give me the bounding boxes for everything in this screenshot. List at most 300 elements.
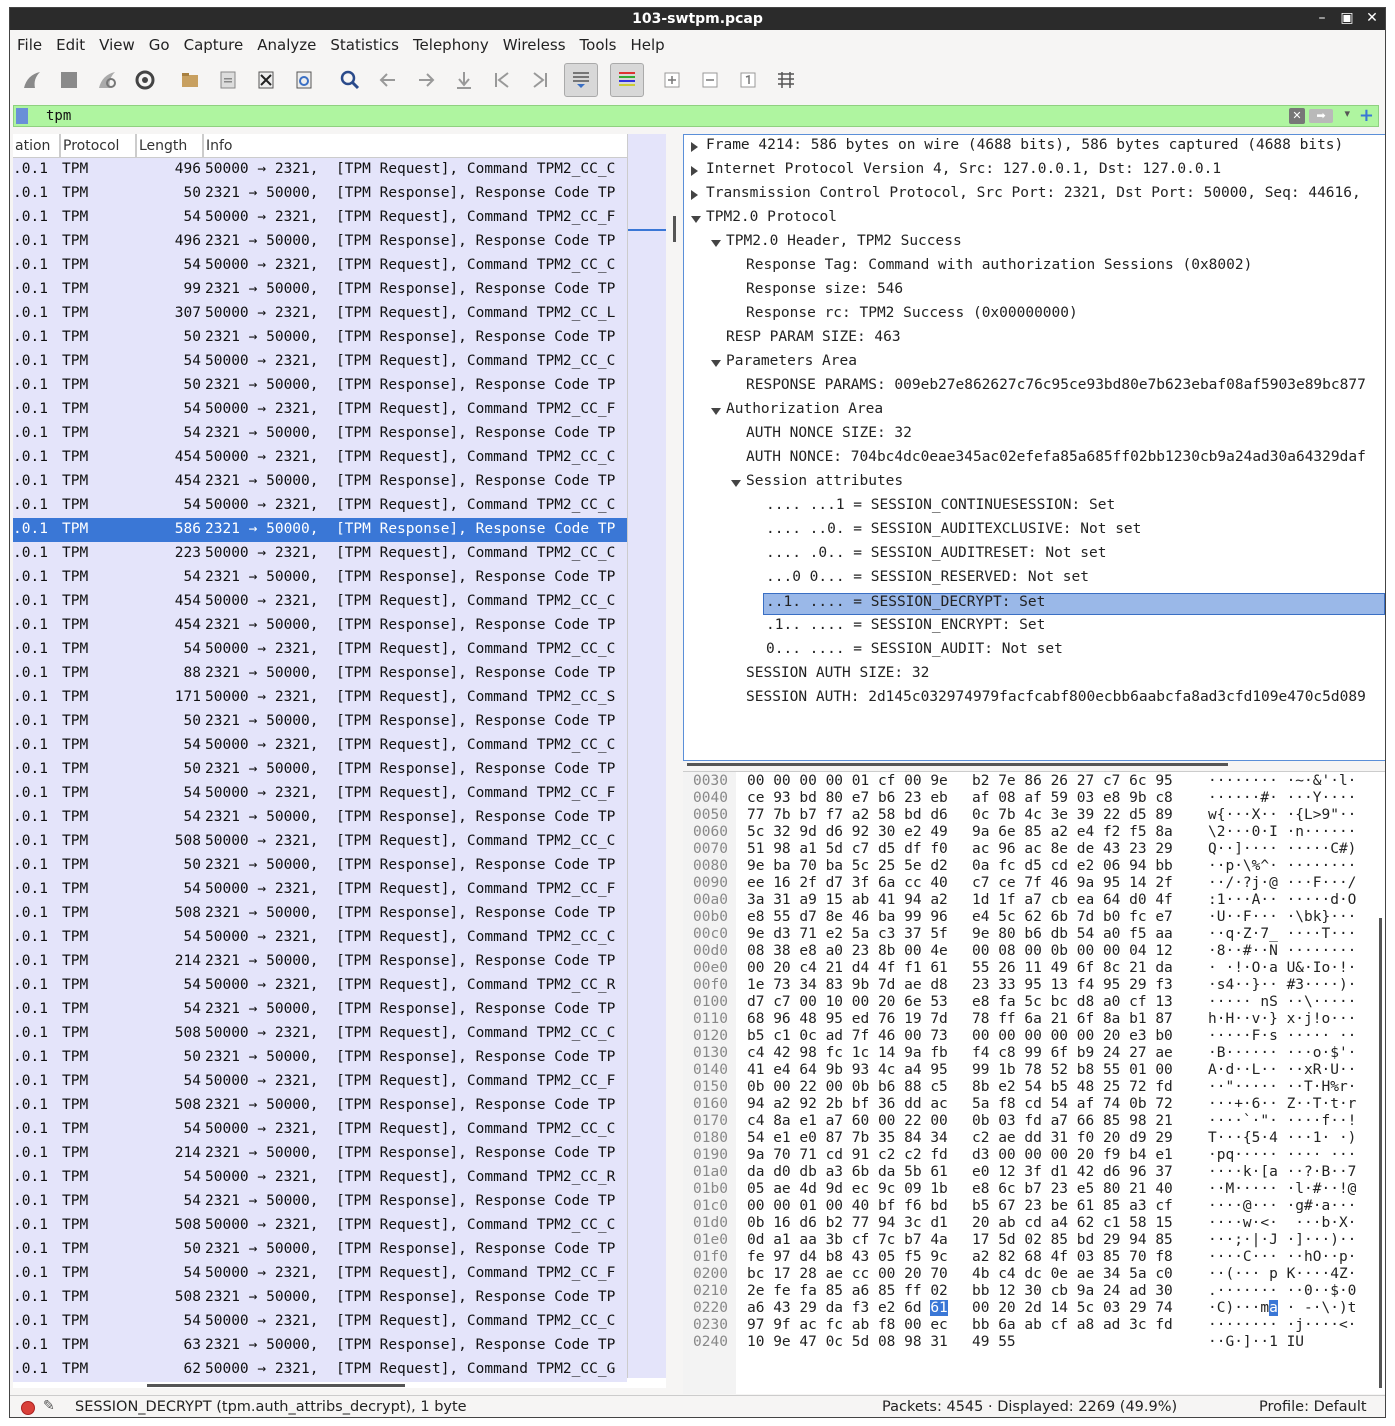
- packet-row[interactable]: [13, 254, 627, 278]
- packet-length: 54: [183, 1169, 201, 1185]
- go-back-icon[interactable]: [374, 66, 402, 94]
- collapse-triangle-icon[interactable]: [711, 360, 721, 367]
- hex-bytes-low: bc 17 28 ae cc 00 20 70: [747, 1266, 948, 1282]
- hex-offset: 0210: [693, 1283, 728, 1299]
- menu-analyze[interactable]: Analyze: [257, 36, 317, 54]
- packet-row[interactable]: [13, 1070, 627, 1094]
- detail-item[interactable]: RESPONSE PARAMS: 009eb27e862627c76c95ce93bd80e7b623ebaf08af5903e89bc877: [746, 377, 1366, 393]
- hex-ascii: ··G·]··1 IU: [1208, 1334, 1305, 1350]
- packet-row[interactable]: [13, 1022, 627, 1046]
- last-packet-icon[interactable]: [526, 66, 554, 94]
- packet-row[interactable]: [13, 422, 627, 446]
- packet-length: 54: [183, 641, 201, 657]
- packet-protocol: TPM: [62, 1289, 89, 1305]
- hex-bytes-high: a2 82 68 4f 03 85 70 f8: [972, 1249, 1173, 1265]
- detail-item[interactable]: Response rc: TPM2 Success (0x00000000): [746, 305, 1078, 321]
- hex-bytes-high: 49 55: [972, 1334, 1016, 1350]
- hex-bytes-high: 99 1b 78 52 b8 55 01 00: [972, 1062, 1173, 1078]
- packet-protocol: TPM: [62, 1217, 89, 1233]
- packet-info: 2321 → 50000, [TPM Response], Response Code TP: [205, 281, 616, 297]
- packet-length: 214: [174, 953, 201, 969]
- packet-row[interactable]: [13, 830, 627, 854]
- packet-info: 2321 → 50000, [TPM Response], Response Code TP: [205, 377, 616, 393]
- packet-row[interactable]: [13, 1214, 627, 1238]
- hex-ascii: .······· ··0··$·0: [1208, 1283, 1357, 1299]
- hex-ascii: ·B······ ···o·$'·: [1208, 1045, 1357, 1061]
- packet-protocol: TPM: [62, 1097, 89, 1113]
- packet-row[interactable]: [13, 1046, 627, 1070]
- hex-bytes-low: da d0 db a3 6b da 5b 61: [747, 1164, 948, 1180]
- menu-view[interactable]: View: [99, 36, 135, 54]
- hex-offset: 0040: [693, 790, 728, 806]
- packet-destination: .0.1: [13, 161, 48, 177]
- hex-offset: 00d0: [693, 943, 728, 959]
- detail-item[interactable]: Authorization Area: [726, 401, 884, 417]
- collapse-triangle-icon[interactable]: [731, 480, 741, 487]
- go-forward-icon[interactable]: [412, 66, 440, 94]
- packet-row[interactable]: [13, 1166, 627, 1190]
- packet-destination: .0.1: [13, 449, 48, 465]
- restart-capture-icon[interactable]: [93, 66, 121, 94]
- hex-bytes-high: 9e 80 b6 db 54 a0 f5 aa: [972, 926, 1173, 942]
- packet-protocol: TPM: [62, 665, 89, 681]
- packet-info: 50000 → 2321, [TPM Request], Command TPM2_CC_C: [205, 593, 616, 609]
- packet-info: 50000 → 2321, [TPM Request], Command TPM2_CC_C: [205, 737, 616, 753]
- detail-item[interactable]: AUTH NONCE: 704bc4dc0eae345ac02efefa85a685ff02bb1230cb9a24ad30a64329daf: [746, 449, 1366, 465]
- add-filter-button-icon[interactable]: +: [1358, 105, 1374, 126]
- packet-protocol: TPM: [62, 905, 89, 921]
- first-packet-icon[interactable]: [488, 66, 516, 94]
- packet-row[interactable]: [13, 758, 627, 782]
- packet-rows: [13, 158, 627, 1382]
- hex-offset: 0180: [693, 1130, 728, 1146]
- packet-info: 2321 → 50000, [TPM Response], Response Code TP: [205, 425, 616, 441]
- packet-row[interactable]: [13, 878, 627, 902]
- hex-bytes-low: 9e d3 71 e2 5a c3 37 5f: [747, 926, 948, 942]
- packet-protocol: TPM: [62, 161, 89, 177]
- hex-bytes-high: c7 ce 7f 46 9a 95 14 2f: [972, 875, 1173, 891]
- packet-length: 54: [183, 497, 201, 513]
- detail-item[interactable]: TPM2.0 Header, TPM2 Success: [726, 233, 962, 249]
- packet-destination: .0.1: [13, 1241, 48, 1257]
- packet-length: 54: [183, 1265, 201, 1281]
- expand-triangle-icon[interactable]: [691, 190, 698, 200]
- packet-row[interactable]: [13, 518, 627, 542]
- filter-history-chevron-down-icon[interactable]: ▾: [1344, 107, 1350, 120]
- packet-destination: .0.1: [13, 281, 48, 297]
- collapse-triangle-icon[interactable]: [691, 216, 701, 223]
- display-filter-input[interactable]: tpm: [46, 108, 72, 124]
- packet-row[interactable]: [13, 902, 627, 926]
- packet-protocol: TPM: [62, 1049, 89, 1065]
- packet-row[interactable]: [13, 350, 627, 374]
- status-message: SESSION_DECRYPT (tpm.auth_attribs_decrypt), 1 byte: [75, 1399, 467, 1415]
- packet-destination: .0.1: [13, 1193, 48, 1209]
- hex-bytes-low: 9e ba 70 ba 5c 25 5e d2: [747, 858, 948, 874]
- minimize-button[interactable]: –: [1318, 10, 1326, 26]
- packet-length: 50: [183, 329, 201, 345]
- packet-destination: .0.1: [13, 305, 48, 321]
- hex-bytes-low: c4 42 98 fc 1c 14 9a fb: [747, 1045, 948, 1061]
- packet-row[interactable]: [13, 638, 627, 662]
- hex-bytes-low: e8 55 d7 8e 46 ba 99 96: [747, 909, 948, 925]
- packet-length: 307: [174, 305, 201, 321]
- hex-ascii: ··q·Z·7_ ····T···: [1208, 926, 1357, 942]
- packet-destination: .0.1: [13, 401, 48, 417]
- packet-row[interactable]: [13, 542, 627, 566]
- packet-row[interactable]: [13, 782, 627, 806]
- detail-item[interactable]: Internet Protocol Version 4, Src: 127.0.0.1, Dst: 127.0.0.1: [706, 161, 1222, 177]
- bytes-scrollbar[interactable]: [1379, 918, 1382, 1388]
- menu-capture[interactable]: Capture: [183, 36, 244, 54]
- menu-edit[interactable]: Edit: [56, 36, 86, 54]
- packet-row[interactable]: [13, 1118, 627, 1142]
- packet-destination: .0.1: [13, 833, 48, 849]
- hex-ascii: ··M····· ·l·#··!@: [1208, 1181, 1357, 1197]
- packet-length: 50: [183, 761, 201, 777]
- hex-bytes-low: 0b 00 22 00 0b b6 88 c5: [747, 1079, 948, 1095]
- reload-file-icon[interactable]: [290, 66, 318, 94]
- packet-destination: .0.1: [13, 257, 48, 273]
- packet-length: 50: [183, 185, 201, 201]
- menu-tools[interactable]: Tools: [579, 36, 617, 54]
- packet-protocol: TPM: [62, 233, 89, 249]
- hex-bytes-high: af 08 af 59 03 e8 9b c8: [972, 790, 1173, 806]
- packet-destination: .0.1: [13, 1121, 48, 1137]
- packet-list-hscrollbar[interactable]: [147, 1384, 405, 1387]
- details-hscrollbar[interactable]: [687, 763, 1228, 766]
- packet-info: 2321 → 50000, [TPM Response], Response Code TP: [205, 1241, 616, 1257]
- packet-row[interactable]: [13, 806, 627, 830]
- packet-row[interactable]: [13, 1358, 627, 1382]
- hex-bytes-low: ce 93 bd 80 e7 b6 23 eb: [747, 790, 948, 806]
- packet-info: 2321 → 50000, [TPM Response], Response Code TP: [205, 953, 616, 969]
- packet-row[interactable]: [13, 326, 627, 350]
- detail-item[interactable]: .... .0.. = SESSION_AUDITRESET: Not set: [766, 545, 1107, 561]
- packet-details-tree[interactable]: [683, 134, 1386, 761]
- hex-bytes-high: bb 6a ab cf a8 ad 3c fd: [972, 1317, 1173, 1333]
- packet-row[interactable]: [13, 1310, 627, 1334]
- packet-row[interactable]: [13, 374, 627, 398]
- packet-protocol: TPM: [62, 209, 89, 225]
- packet-length: 54: [183, 1313, 201, 1329]
- packet-bytes-pane[interactable]: [683, 771, 1386, 1394]
- packet-info: 50000 → 2321, [TPM Request], Command TPM2_CC_S: [205, 689, 616, 705]
- packet-info: 50000 → 2321, [TPM Request], Command TPM2_CC_C: [205, 497, 616, 513]
- packet-protocol: TPM: [62, 257, 89, 273]
- menu-statistics[interactable]: Statistics: [330, 36, 399, 54]
- menu-file[interactable]: File: [17, 36, 43, 54]
- packet-row[interactable]: [13, 566, 627, 590]
- hex-bytes-high: e0 12 3f d1 42 d6 96 37: [972, 1164, 1173, 1180]
- packet-destination: .0.1: [13, 545, 48, 561]
- packet-protocol: TPM: [62, 977, 89, 993]
- menu-go[interactable]: Go: [148, 36, 170, 54]
- hex-bytes-low: 77 7b b7 f7 a2 58 bd d6: [747, 807, 948, 823]
- packet-length: 54: [183, 977, 201, 993]
- hex-bytes-low: 3a 31 a9 15 ab 41 94 a2: [747, 892, 948, 908]
- shark-fin-start-icon[interactable]: [18, 66, 46, 94]
- packet-length: 508: [174, 833, 201, 849]
- hex-bytes-high: 00 08 00 0b 00 00 04 12: [972, 943, 1173, 959]
- detail-item[interactable]: 0... .... = SESSION_AUDIT: Not set: [766, 641, 1063, 657]
- collapse-triangle-icon[interactable]: [711, 408, 721, 415]
- hex-offset: 00f0: [693, 977, 728, 993]
- hex-bytes-high: e8 6c b7 23 e5 80 21 40: [972, 1181, 1173, 1197]
- menu-bar: [10, 32, 1385, 58]
- packet-protocol: TPM: [62, 809, 89, 825]
- hex-ascii: ···+·6·· Z··T·t·r: [1208, 1096, 1357, 1112]
- packet-row[interactable]: [13, 302, 627, 326]
- detail-item[interactable]: Session attributes: [746, 473, 904, 489]
- packet-row[interactable]: [13, 950, 627, 974]
- packet-destination: .0.1: [13, 953, 48, 969]
- packet-counts: Packets: 4545 · Displayed: 2269 (49.9%): [882, 1399, 1178, 1415]
- hex-ascii: \2···0·I ·n······: [1208, 824, 1357, 840]
- save-file-icon[interactable]: [214, 66, 242, 94]
- packet-protocol: TPM: [62, 1073, 89, 1089]
- packet-row[interactable]: [13, 998, 627, 1022]
- hex-bytes-low: 5c 32 9d d6 92 30 e2 49: [747, 824, 948, 840]
- hex-offset: 00c0: [693, 926, 728, 942]
- close-window-button[interactable]: ✕: [1366, 10, 1378, 26]
- packet-row[interactable]: [13, 1262, 627, 1286]
- packet-row[interactable]: [13, 1286, 627, 1310]
- column-header-info[interactable]: Info: [206, 138, 233, 154]
- detail-item[interactable]: ...0 0... = SESSION_RESERVED: Not set: [766, 569, 1090, 585]
- packet-info: 2321 → 50000, [TPM Response], Response Code TP: [205, 521, 616, 537]
- menu-help[interactable]: Help: [630, 36, 665, 54]
- hex-offset: 0220: [693, 1300, 728, 1316]
- detail-item[interactable]: Response size: 546: [746, 281, 904, 297]
- detail-item[interactable]: TPM2.0 Protocol: [706, 209, 837, 225]
- column-header-destination[interactable]: ation: [15, 138, 51, 154]
- packet-row[interactable]: [13, 278, 627, 302]
- apply-filter-icon[interactable]: ➡: [1309, 109, 1333, 123]
- packet-info: 2321 → 50000, [TPM Response], Response Code TP: [205, 569, 616, 585]
- packet-row[interactable]: [13, 398, 627, 422]
- packet-row[interactable]: [13, 926, 627, 950]
- packet-protocol: TPM: [62, 857, 89, 873]
- hex-ascii: ·pq····· ···· ···: [1208, 1147, 1357, 1163]
- packet-protocol: TPM: [62, 569, 89, 585]
- packet-length: 508: [174, 1217, 201, 1233]
- hex-bytes-low: d7 c7 00 10 00 20 6e 53: [747, 994, 948, 1010]
- packet-row[interactable]: [13, 686, 627, 710]
- maximize-button[interactable]: ▣: [1340, 10, 1354, 26]
- bookmark-icon[interactable]: [16, 108, 28, 124]
- go-to-packet-icon[interactable]: [450, 66, 478, 94]
- packet-row[interactable]: [13, 206, 627, 230]
- hex-bytes-high: e4 5c 62 6b 7d b0 fc e7: [972, 909, 1173, 925]
- detail-item[interactable]: SESSION AUTH SIZE: 32: [746, 665, 930, 681]
- packet-info: 2321 → 50000, [TPM Response], Response Code TP: [205, 1193, 616, 1209]
- packet-row[interactable]: [13, 974, 627, 998]
- hex-ascii: ·U··F··· ·\bk}···: [1208, 909, 1357, 925]
- packet-minimap[interactable]: [627, 134, 666, 1378]
- packet-protocol: TPM: [62, 641, 89, 657]
- packet-length: 54: [183, 1193, 201, 1209]
- hex-offset: 0110: [693, 1011, 728, 1027]
- hex-offset: 0080: [693, 858, 728, 874]
- open-file-icon[interactable]: [176, 66, 204, 94]
- packet-row[interactable]: [13, 590, 627, 614]
- packet-protocol: TPM: [62, 497, 89, 513]
- hex-bytes-low: 2e fe fa 85 a6 85 ff 02: [747, 1283, 948, 1299]
- packet-row[interactable]: [13, 1094, 627, 1118]
- packet-info: 50000 → 2321, [TPM Request], Command TPM2_CC_C: [205, 1025, 616, 1041]
- hex-ascii: ··p·\%^· ········: [1208, 858, 1357, 874]
- packet-protocol: TPM: [62, 1001, 89, 1017]
- packet-info: 50000 → 2321, [TPM Request], Command TPM2_CC_C: [205, 449, 616, 465]
- packet-list[interactable]: [13, 134, 666, 1388]
- hex-ascii: ····`·"· ····f··!: [1208, 1113, 1357, 1129]
- packet-row[interactable]: [13, 734, 627, 758]
- ascii-selected-char: a: [1269, 1300, 1278, 1316]
- packet-destination: .0.1: [13, 785, 48, 801]
- packet-length: 454: [174, 449, 201, 465]
- packet-protocol: TPM: [62, 1169, 89, 1185]
- packet-length: 54: [183, 737, 201, 753]
- colorize-icon[interactable]: [610, 63, 644, 97]
- normal-size-icon[interactable]: [734, 66, 762, 94]
- detail-item[interactable]: AUTH NONCE SIZE: 32: [746, 425, 912, 441]
- hex-ascii: h·H··v·} x·j!o···: [1208, 1011, 1357, 1027]
- detail-item[interactable]: Response Tag: Command with authorization Sessions (0x8002): [746, 257, 1253, 273]
- menu-telephony[interactable]: Telephony: [412, 36, 489, 54]
- hex-bytes-high: 4b c4 dc 0e ae 34 5a c0: [972, 1266, 1173, 1282]
- detail-item[interactable]: .... ..0. = SESSION_AUDITEXCLUSIVE: Not set: [766, 521, 1142, 537]
- packet-destination: .0.1: [13, 209, 48, 225]
- detail-item[interactable]: SESSION AUTH: 2d145c032974979facfcabf800ecbb6aabcfa8ad3cfd109e470c5d089: [746, 689, 1366, 705]
- hex-bytes-high: 0a fc d5 cd e2 06 94 bb: [972, 858, 1173, 874]
- minimap-selection-marker: [628, 229, 666, 231]
- packet-row[interactable]: [13, 710, 627, 734]
- packet-row[interactable]: [13, 158, 627, 182]
- packet-destination: .0.1: [13, 905, 48, 921]
- detail-item[interactable]: ..1. .... = SESSION_DECRYPT: Set: [763, 593, 1385, 615]
- packet-destination: .0.1: [13, 425, 48, 441]
- packet-info: 2321 → 50000, [TPM Response], Response Code TP: [205, 473, 616, 489]
- clear-filter-icon[interactable]: ✕: [1289, 108, 1305, 124]
- packet-protocol: TPM: [62, 1241, 89, 1257]
- packet-protocol: TPM: [62, 305, 89, 321]
- packet-info: 2321 → 50000, [TPM Response], Response Code TP: [205, 761, 616, 777]
- hex-bytes-low: 1e 73 34 83 9b 7d ae d8: [747, 977, 948, 993]
- expert-info-icon[interactable]: [21, 1401, 35, 1415]
- hex-bytes-high: 0b 03 fd a7 66 85 98 21: [972, 1113, 1173, 1129]
- zoom-out-icon[interactable]: [696, 66, 724, 94]
- hex-bytes-high: 20 ab cd a4 62 c1 58 15: [972, 1215, 1173, 1231]
- collapse-triangle-icon[interactable]: [711, 240, 721, 247]
- packet-protocol: TPM: [62, 1145, 89, 1161]
- hex-bytes-high: 17 5d 02 85 bd 29 94 85: [972, 1232, 1173, 1248]
- detail-item[interactable]: .1.. .... = SESSION_ENCRYPT: Set: [766, 617, 1046, 633]
- packet-row[interactable]: [13, 470, 627, 494]
- detail-item[interactable]: RESP PARAM SIZE: 463: [726, 329, 901, 345]
- profile-indicator[interactable]: Profile: Default: [1259, 1399, 1367, 1415]
- packet-row[interactable]: [13, 446, 627, 470]
- resize-columns-icon[interactable]: [772, 66, 800, 94]
- detail-item[interactable]: Frame 4214: 586 bytes on wire (4688 bits), 586 bytes captured (4688 bits): [706, 137, 1344, 153]
- packet-length: 50: [183, 1241, 201, 1257]
- packet-row[interactable]: [13, 1190, 627, 1214]
- hex-offset: 0160: [693, 1096, 728, 1112]
- packet-length: 586: [174, 521, 201, 537]
- packet-protocol: TPM: [62, 449, 89, 465]
- packet-protocol: TPM: [62, 1361, 89, 1377]
- packet-row[interactable]: [13, 614, 627, 638]
- packet-row[interactable]: [13, 854, 627, 878]
- hex-ascii: A·d··L·· ··xR·U··: [1208, 1062, 1357, 1078]
- packet-row[interactable]: [13, 1142, 627, 1166]
- packet-row[interactable]: [13, 1238, 627, 1262]
- packet-length: 54: [183, 353, 201, 369]
- expand-triangle-icon[interactable]: [691, 166, 698, 176]
- packet-length: 454: [174, 593, 201, 609]
- packet-destination: .0.1: [13, 1289, 48, 1305]
- packet-length: 62: [183, 1361, 201, 1377]
- packet-info: 2321 → 50000, [TPM Response], Response Code TP: [205, 905, 616, 921]
- packet-protocol: TPM: [62, 377, 89, 393]
- hex-ascii: ····@··· ·g#·a···: [1208, 1198, 1357, 1214]
- packet-row[interactable]: [13, 662, 627, 686]
- hex-bytes-low: 0d a1 aa 3b cf 7c b7 4a: [747, 1232, 948, 1248]
- hex-offset: 0070: [693, 841, 728, 857]
- find-packet-icon[interactable]: [336, 66, 364, 94]
- hex-offset: 0120: [693, 1028, 728, 1044]
- packet-row[interactable]: [13, 494, 627, 518]
- packet-row[interactable]: [13, 1334, 627, 1358]
- packet-length: 54: [183, 1073, 201, 1089]
- packet-protocol: TPM: [62, 617, 89, 633]
- hex-offset: 0200: [693, 1266, 728, 1282]
- packet-row[interactable]: [13, 182, 627, 206]
- menu-wireless[interactable]: Wireless: [502, 36, 566, 54]
- packet-info: 50000 → 2321, [TPM Request], Command TPM2_CC_C: [205, 929, 616, 945]
- expand-triangle-icon[interactable]: [691, 142, 698, 152]
- packet-length: 496: [174, 233, 201, 249]
- column-header-protocol[interactable]: Protocol: [63, 138, 120, 154]
- autoscroll-icon[interactable]: [564, 63, 598, 97]
- packet-length: 454: [174, 617, 201, 633]
- packet-destination: .0.1: [13, 665, 48, 681]
- close-file-icon[interactable]: [252, 66, 280, 94]
- detail-item[interactable]: Parameters Area: [726, 353, 857, 369]
- capture-options-icon[interactable]: [131, 66, 159, 94]
- stop-capture-icon[interactable]: [55, 66, 83, 94]
- hex-offset: 01c0: [693, 1198, 728, 1214]
- capture-comment-icon[interactable]: ✎: [43, 1398, 55, 1414]
- packet-destination: .0.1: [13, 1337, 48, 1353]
- packet-length: 54: [183, 881, 201, 897]
- packet-info: 50000 → 2321, [TPM Request], Command TPM2_CC_C: [205, 1121, 616, 1137]
- packet-length: 63: [183, 1337, 201, 1353]
- hex-offset: 0060: [693, 824, 728, 840]
- hex-bytes-low: 97 9f ac fc ab f8 00 ec: [747, 1317, 948, 1333]
- packet-info: 50000 → 2321, [TPM Request], Command TPM2_CC_F: [205, 1073, 616, 1089]
- hex-ascii: ·C)···ma · -·\·)t: [1208, 1300, 1357, 1316]
- hex-bytes-low: 9a 70 71 cd 91 c2 c2 fd: [747, 1147, 948, 1163]
- hex-bytes-low: b5 c1 0c ad 7f 46 00 73: [747, 1028, 948, 1044]
- packet-list-scrollbar[interactable]: [670, 134, 678, 1388]
- column-header-length[interactable]: Length: [139, 138, 188, 154]
- detail-item[interactable]: .... ...1 = SESSION_CONTINUESESSION: Set: [766, 497, 1116, 513]
- hex-bytes-high: 00 00 00 00 00 20 e3 b0: [972, 1028, 1173, 1044]
- packet-row[interactable]: [13, 230, 627, 254]
- detail-item[interactable]: Transmission Control Protocol, Src Port: 2321, Dst Port: 50000, Seq: 44616,: [706, 185, 1361, 201]
- zoom-in-icon[interactable]: [658, 66, 686, 94]
